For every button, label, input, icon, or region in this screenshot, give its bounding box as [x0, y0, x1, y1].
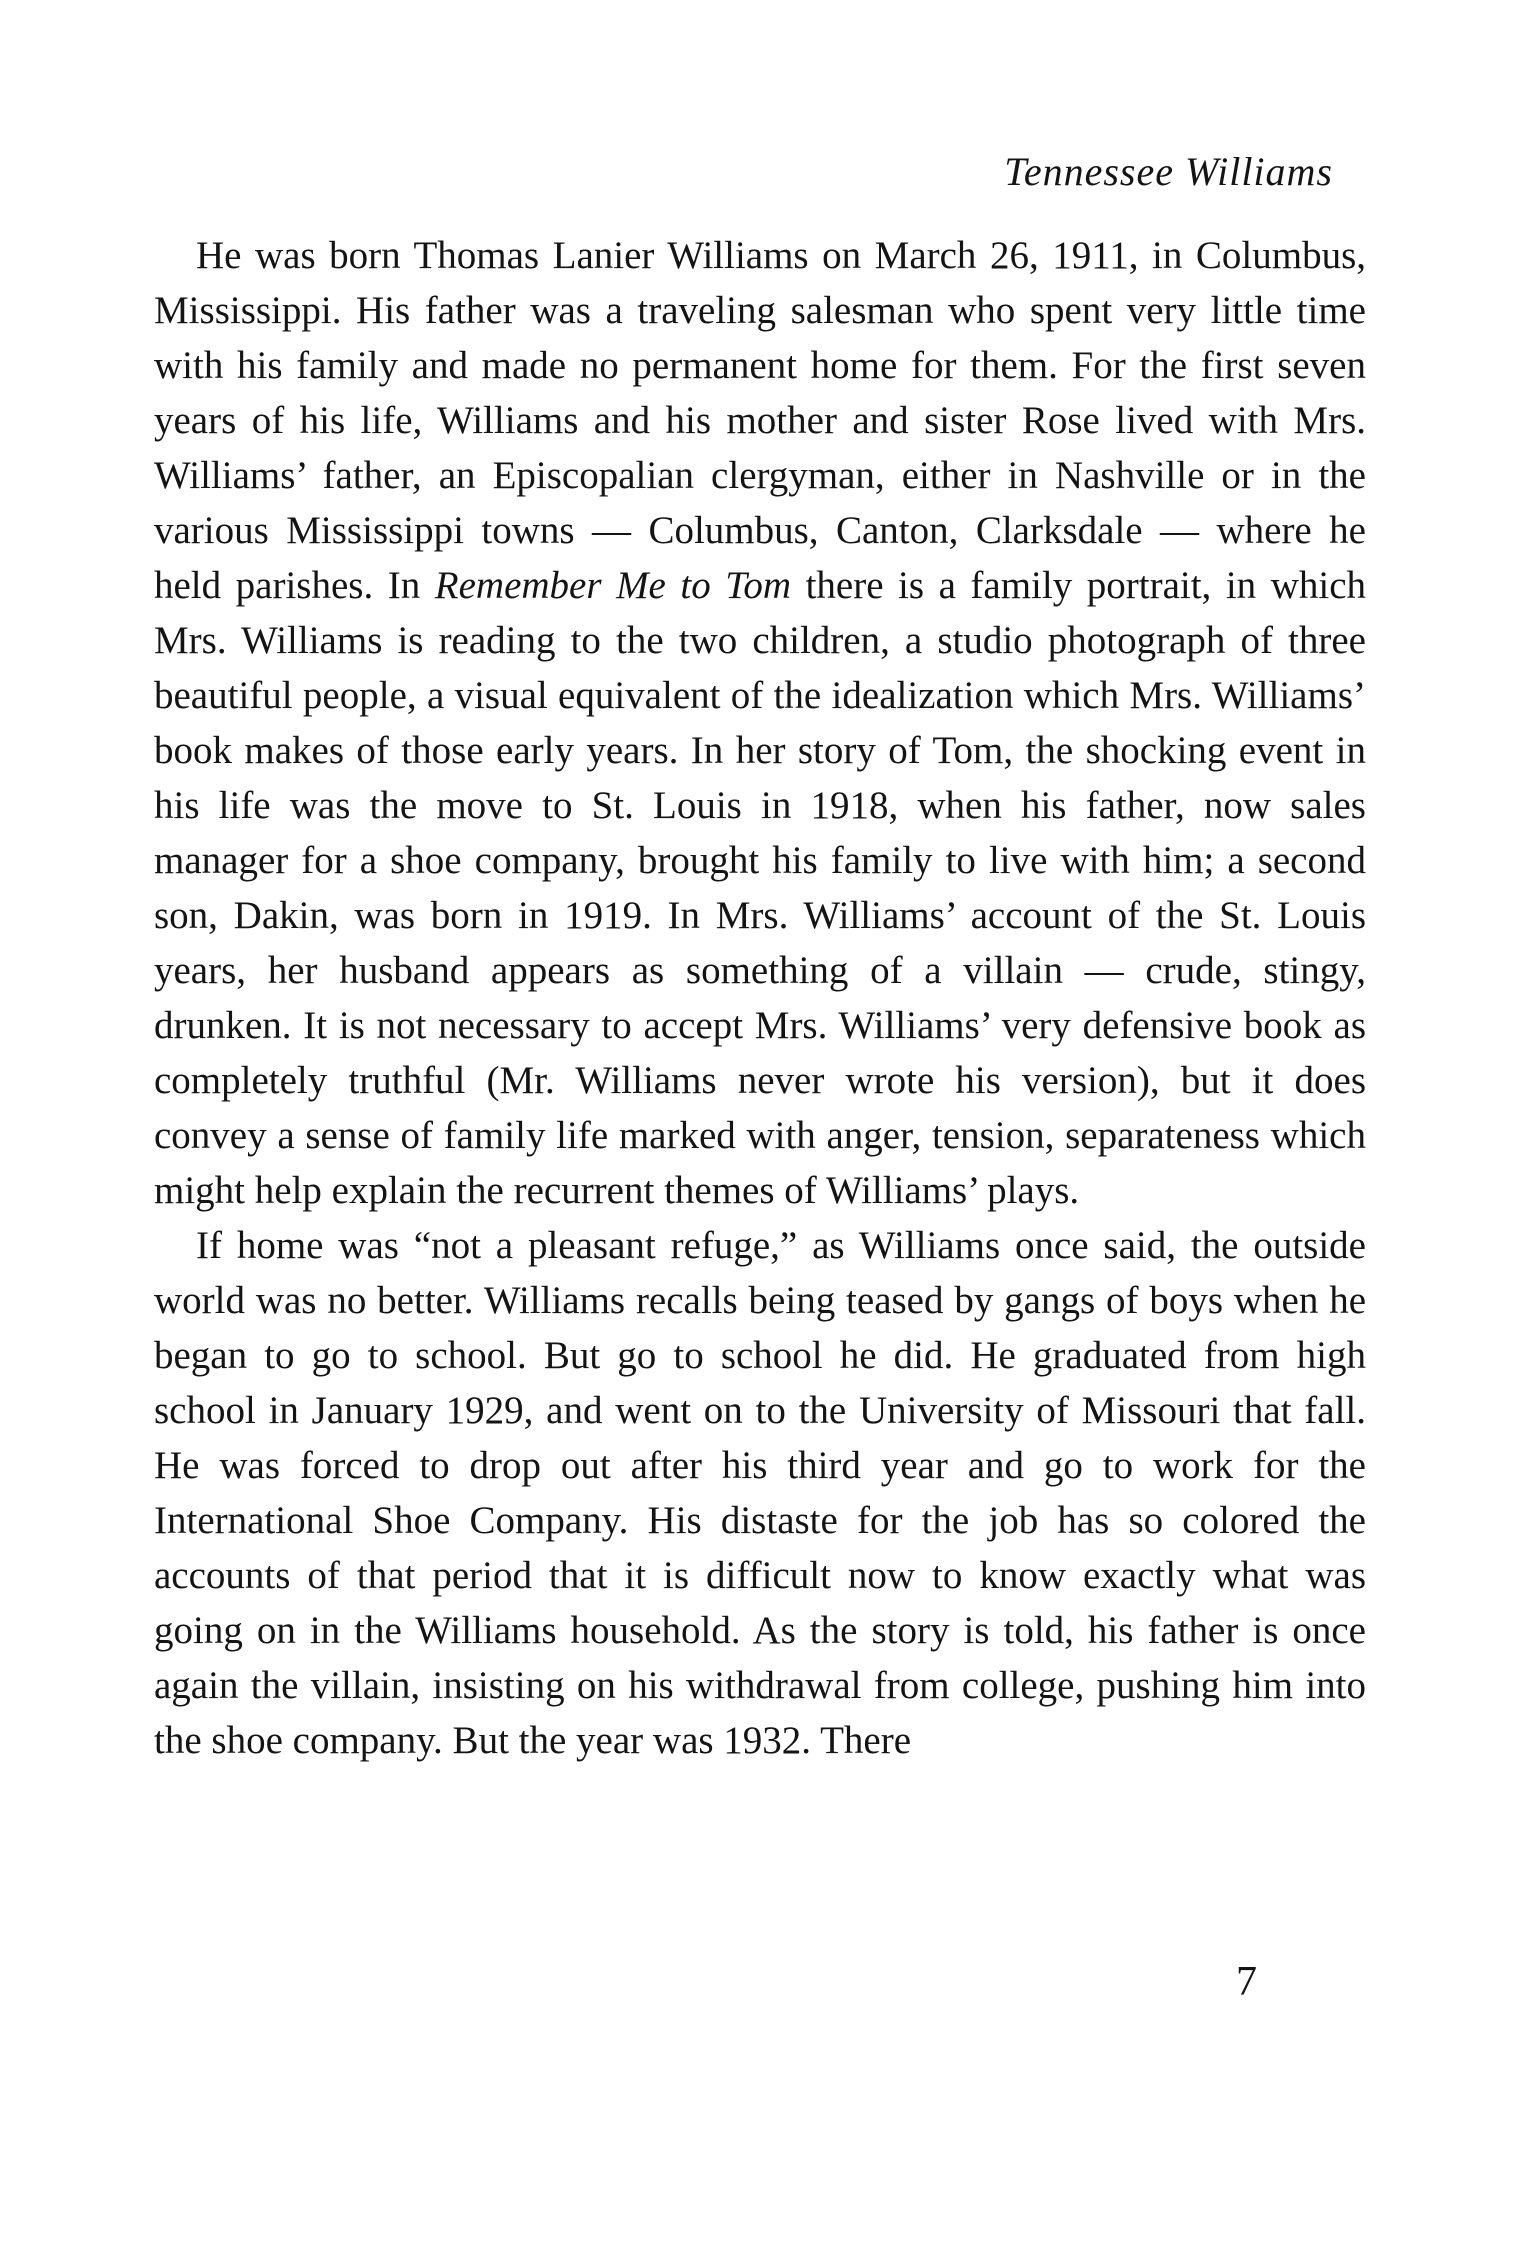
paragraph-1 — [154, 228, 1366, 1218]
paragraph-1-text-b: there is a family portrait, in which Mrs. Williams is reading to the two children, a studio photograph of three beautiful people, a visual equivalent of the idealization which Mrs. Williams’ book makes of those early years. In her story of Tom, the shocking event in his life was the move to St. Louis in 1918, when his father, now sales manager for a shoe company, brought his family to live with him; a second son, Dakin, was born in 1919. In Mrs. Williams’ account of the St. Louis years, her husband appears as something of a villain — crude, stingy, drunken. It is not necessary to accept Mrs. Williams’ very defensive book as completely truthful (Mr. Williams never wrote his version), but it does convey a sense of family life marked with anger, tension, separateness which might help explain the recurrent themes of Williams’ plays. — [154, 564, 1367, 1212]
paragraph-1-text-a: He was born Thomas Lanier Williams on March 26, 1911, in Columbus, Mississippi. His father was a traveling salesman who spent very little time with his family and made no permanent home for them. For the first seven years of his life, Williams and his mother and sister Rose lived with Mrs. Williams’ father, an Episcopalian clergyman, either in Nashville or in the various Mississippi towns — Columbus, Canton, Clarksdale — where he held parishes. In — [154, 234, 1366, 607]
paragraph-2: If home was “not a pleasant refuge,” as Williams once said, the outside world was no better. Williams recalls being teased by gangs of boys when he began to go to school. But go to school he did. He graduated from high school in January 1929, and went on to the University of Missouri that fall. He was forced to drop out after his third year and go to work for the International Shoe Company. His distaste for the job has so colored the accounts of that period that it is difficult now to know exactly what was going on in the Williams household. As the story is told, his father is once again the villain, insisting on his withdrawal from college, pushing him into the shoe company. But the year was 1932. There — [154, 1224, 1366, 1762]
body-text — [154, 228, 1366, 1768]
running-head-title: Tennessee Williams — [1004, 149, 1333, 194]
book-title: Remember Me to Tom — [434, 564, 792, 607]
page-number: 7 — [1236, 1959, 1257, 2005]
